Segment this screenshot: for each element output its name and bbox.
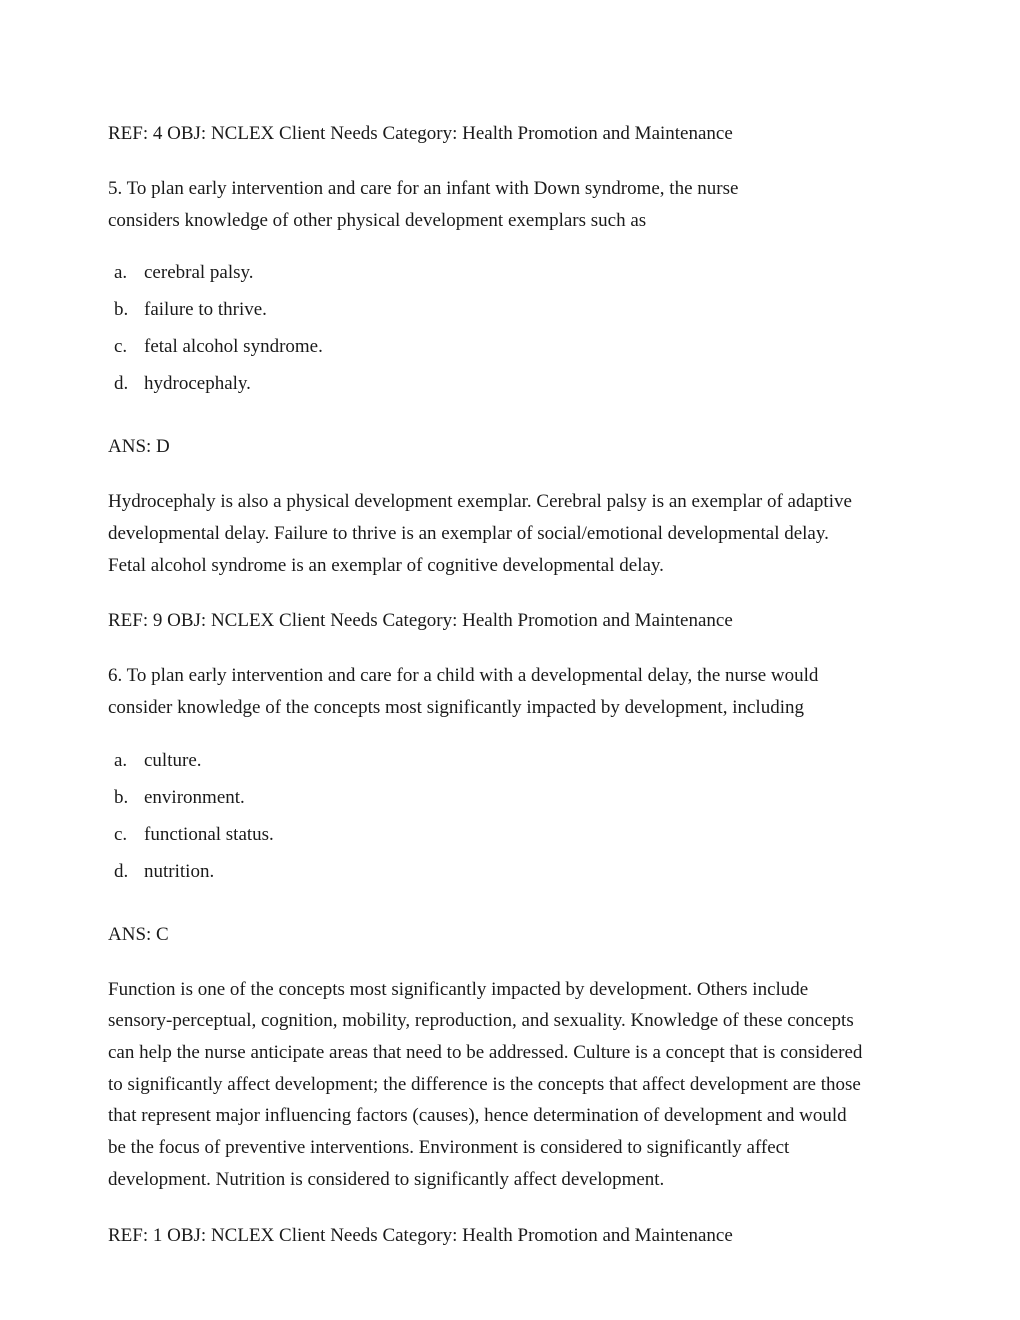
option-letter: a. [114, 750, 128, 771]
option-letter: c. [114, 336, 128, 357]
question-6-answer: ANS: C [108, 924, 169, 945]
question-6-rationale-line-5: that represent major influencing factors (causes), hence determination of development and would [108, 1105, 847, 1126]
option-letter: b. [114, 299, 129, 320]
option-letter: d. [114, 373, 129, 394]
question-6-rationale-line-1: Function is one of the concepts most significantly impacted by development. Others include [108, 979, 809, 1000]
question-5-rationale-line-2: developmental delay. Failure to thrive is an exemplar of social/emotional developmental delay. [108, 523, 829, 544]
question-6-rationale-line-3: can help the nurse anticipate areas that need to be addressed. Culture is a concept that is considered [108, 1042, 863, 1063]
question-6-rationale-line-6: be the focus of preventive interventions. Environment is considered to significantly affect [108, 1137, 790, 1158]
question-5-rationale-line-1: Hydrocephaly is also a physical development exemplar. Cerebral palsy is an exemplar of adaptive [108, 491, 852, 512]
question-5-ref: REF: 9 OBJ: NCLEX Client Needs Category: Health Promotion and Maintenance [108, 610, 733, 631]
option-text: nutrition. [144, 861, 215, 882]
question-6-rationale-line-4: to significantly affect development; the difference is the concepts that affect development are those [108, 1074, 861, 1095]
option-text: failure to thrive. [144, 299, 267, 320]
question-6-rationale-line-2: sensory-perceptual, cognition, mobility, reproduction, and sexuality. Knowledge of these concepts [108, 1010, 854, 1031]
question-6-rationale-line-7: development. Nutrition is considered to significantly affect development. [108, 1169, 665, 1190]
question-6-ref: REF: 1 OBJ: NCLEX Client Needs Category: Health Promotion and Maintenance [108, 1225, 733, 1246]
question-5-stem-line-2: considers knowledge of other physical development exemplars such as [108, 210, 647, 231]
option-text: culture. [144, 750, 202, 771]
option-text: environment. [144, 787, 245, 808]
ref-line-top: REF: 4 OBJ: NCLEX Client Needs Category: Health Promotion and Maintenance [108, 123, 733, 144]
option-text: fetal alcohol syndrome. [144, 336, 323, 357]
option-text: hydrocephaly. [144, 373, 251, 394]
option-letter: c. [114, 824, 128, 845]
question-6-stem-line-1: 6. To plan early intervention and care for a child with a developmental delay, the nurse would [108, 665, 819, 686]
option-letter: a. [114, 262, 128, 283]
question-6-stem-line-2: consider knowledge of the concepts most significantly impacted by development, including [108, 697, 804, 718]
option-text: functional status. [144, 824, 274, 845]
option-letter: d. [114, 861, 129, 882]
question-5-answer: ANS: D [108, 436, 170, 457]
question-5-stem-line-1: 5. To plan early intervention and care for an infant with Down syndrome, the nurse [108, 178, 739, 199]
option-letter: b. [114, 787, 129, 808]
option-text: cerebral palsy. [144, 262, 254, 283]
question-5-rationale-line-3: Fetal alcohol syndrome is an exemplar of cognitive developmental delay. [108, 555, 664, 576]
